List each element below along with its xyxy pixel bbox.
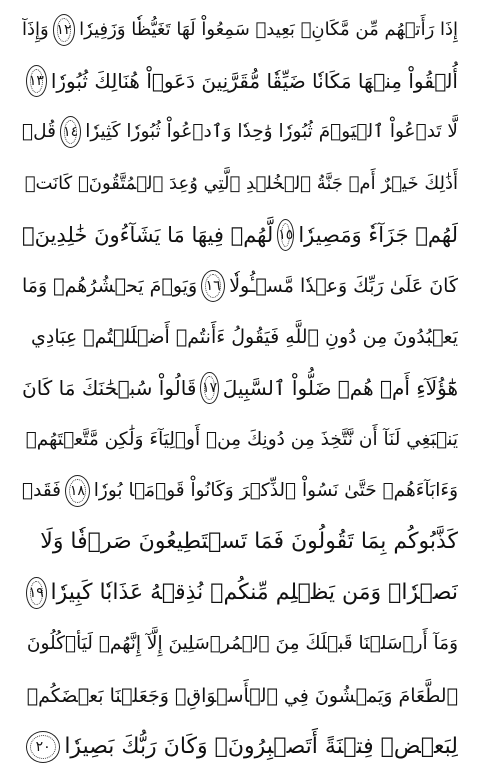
verse-line: [22, 313, 458, 361]
ayah-number-marker: ١٥: [277, 219, 294, 251]
verse-line: [22, 416, 458, 464]
verse-text: لَّا تَدۡعُواْ ٱلۡيَوۡمَ ثُبُورٗا وَٰحِدٗا وَٱدۡعُواْ ثُبُورٗا كَثِيرٗا: [85, 121, 458, 143]
verse-text: وَإِذَآ: [22, 19, 49, 40]
verse-line: [22, 569, 458, 617]
ayah-number-marker: ١٩: [26, 577, 47, 609]
verse-line: [22, 160, 458, 208]
verse-line: [22, 467, 458, 515]
verse-line: [22, 364, 458, 412]
verse-text: قَالُواْ سُبۡحَٰنَكَ مَا كَانَ: [22, 376, 197, 401]
ayah-number-marker: ١٦: [201, 270, 225, 302]
verse-text: كَذَّبُوكُم بِمَا تَقُولُونَ فَمَا تَسۡتَطِيعُونَ صَرۡفٗا وَلَا: [40, 529, 458, 554]
ayah-number-marker: ١٨: [65, 475, 90, 507]
ayah-number-marker: ٢٠: [26, 731, 60, 763]
ayah-number-marker: ١٧: [200, 372, 218, 404]
verse-line: [22, 262, 458, 310]
verse-line: [22, 723, 458, 771]
verse-text: يَعۡبُدُونَ مِن دُونِ ٱللَّهِ فَيَقُولُ ءَأَنتُمۡ أَضۡلَلۡتُمۡ عِبَادِي: [31, 326, 458, 349]
verse-text: قُلۡ: [22, 121, 56, 143]
verse-line: [22, 108, 458, 156]
verse-text: أَذَٰلِكَ خَيۡرٌ أَمۡ جَنَّةُ ٱلۡخُلۡدِ ٱلَّتِي وُعِدَ ٱلۡمُتَّقُونَۚ كَانَتۡ: [24, 172, 458, 194]
verse-text: هَٰٓؤُلَآءِ أَمۡ هُمۡ ضَلُّواْ ٱلسَّبِيلَ: [222, 376, 458, 401]
verse-text: وَءَابَآءَهُمۡ حَتَّىٰ نَسُواْ ٱلذِّكۡرَ وَكَانُواْ قَوۡمَۢا بُورٗا: [93, 479, 458, 501]
verse-text: وَيَوۡمَ يَحۡشُرُهُمۡ وَمَا: [22, 275, 198, 297]
verse-text: إِذَا رَأَتۡهُم مِّن مَّكَانِۭ بَعِيدٖ سَمِعُواْ لَهَا تَغَيُّظٗا وَزَفِيرٗا: [79, 19, 458, 40]
verse-text: لَّهُمۡ فِيهَا مَا يَشَآءُونَ خَٰلِدِينَۚ: [22, 222, 274, 247]
verse-line: [22, 620, 458, 668]
verse-line: [22, 518, 458, 566]
verse-text: لِبَعۡضٖ فِتۡنَةً أَتَصۡبِرُونَۗ وَكَانَ رَبُّكَ بَصِيرٗا: [64, 733, 458, 759]
verse-text: فَقَدۡ: [22, 479, 62, 501]
verse-line: [22, 57, 458, 105]
verse-text: كَانَ عَلَىٰ رَبِّكَ وَعۡدٗا مَّسۡـُٔولٗا: [229, 275, 458, 297]
verse-text: نَصۡرٗاۚ وَمَن يَظۡلِم مِّنكُمۡ نُذِقۡهُ عَذَابٗا كَبِيرٗا: [50, 580, 458, 606]
verse-line: [22, 6, 458, 54]
verse-text: يَنۢبَغِي لَنَآ أَن نَّتَّخِذَ مِن دُونِكَ مِنۡ أَوۡلِيَآءَ وَلَٰكِن مَّتَّعۡتَهُمۡ: [25, 428, 458, 450]
ayah-number-marker: ١٣: [26, 65, 47, 97]
verse-line: [22, 672, 458, 720]
verse-text: لَهُمۡ جَزَآءٗ وَمَصِيرٗا: [298, 222, 458, 247]
verse-text: وَمَآ أَرۡسَلۡنَا قَبۡلَكَ مِنَ ٱلۡمُرۡسَلِينَ إِلَّآ إِنَّهُمۡ لَيَأۡكُلُونَ: [26, 633, 458, 655]
verse-line: [22, 211, 458, 259]
verse-text: ٱلطَّعَامَ وَيَمۡشُونَ فِي ٱلۡأَسۡوَاقِۗ وَجَعَلۡنَا بَعۡضَكُمۡ: [26, 684, 458, 707]
ayah-number-marker: ١٢: [53, 14, 75, 46]
verse-text: أُلۡقُواْ مِنۡهَا مَكَانٗا ضَيِّقٗا مُّقَرَّنِينَ دَعَوۡاْ هُنَالِكَ ثُبُورٗا: [50, 69, 458, 94]
ayah-number-marker: ١٤: [60, 116, 81, 148]
